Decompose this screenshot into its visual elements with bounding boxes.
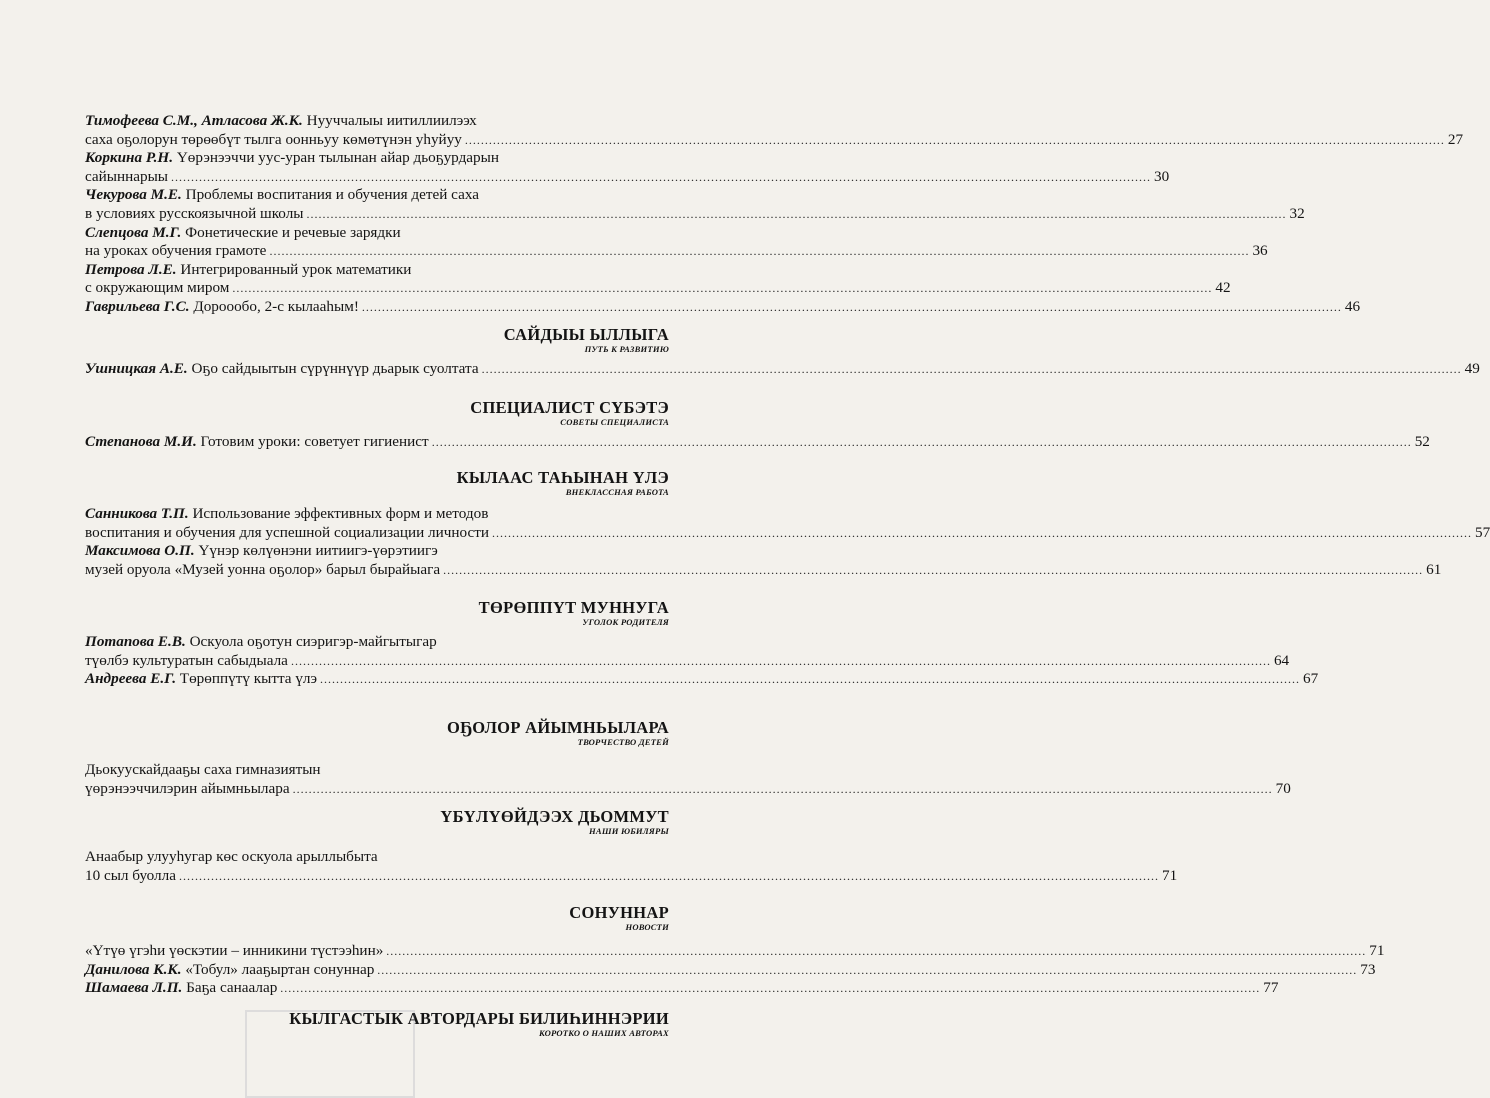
entry-author: Гаврильева Г.С.: [85, 297, 190, 315]
page-number: 46: [1344, 297, 1361, 315]
page-number: 71: [1369, 942, 1385, 959]
section-title: ОҔОЛОР АЙЫМНЬЫЛАРА: [446, 718, 669, 737]
section-subtitle: СОВЕТЫ СПЕЦИАЛИСТА: [560, 417, 669, 427]
entry-author: Санникова Т.П.: [85, 505, 189, 522]
entry-title: Үүнэр көлүөнэни иитиигэ-үөрэтиигэ: [198, 542, 438, 560]
dot-leader: [443, 561, 1423, 580]
entry-title: «Тобул» лааҕыртан сонуннар: [185, 960, 375, 978]
entry-title: Төрөппүтү кытта үлэ: [179, 670, 318, 688]
toc-section: [85, 468, 1490, 579]
dot-leader: [432, 433, 1412, 452]
toc-entry[interactable]: [85, 761, 1291, 798]
entry-title-cont: үөрэнээччилэрин айымньылара: [85, 779, 290, 797]
entry-title: Оҕо сайдыытын сүрүннүүр дьарык суолтата: [191, 360, 479, 377]
entry-title: «Үтүө үгэһи үөскэтии – инникини түстээһин»: [85, 942, 384, 959]
dot-leader: [386, 942, 1366, 961]
section-header: [85, 599, 669, 627]
section-subtitle: ВНЕКЛАССНАЯ РАБОТА: [565, 487, 669, 497]
entry-author: Слепцова М.Г.: [85, 223, 182, 241]
dot-leader: [269, 242, 1249, 261]
entry-title: Проблемы воспитания и обучения детей саха: [185, 186, 479, 204]
entry-title: Дьокуускайдааҕы саха гимназиятын: [85, 761, 321, 778]
section-title: КЫЛААС ТАҺЫНАН ҮЛЭ: [456, 468, 669, 487]
entry-title-cont: 10 сыл буолла: [85, 866, 176, 884]
toc-entry[interactable]: [85, 223, 1268, 261]
toc-entry[interactable]: [85, 360, 1480, 379]
entry-author: Андреева Е.Г.: [85, 670, 176, 688]
toc-entry[interactable]: [85, 433, 1430, 452]
page-number: 61: [1426, 560, 1442, 578]
entry-title: Использование эффективных форм и методов: [192, 505, 489, 522]
section-title: ҮБҮЛҮӨЙДЭЭХ ДЬОММУТ: [440, 807, 669, 826]
dot-leader: [482, 360, 1462, 379]
toc-section: [85, 112, 1464, 317]
toc-entry[interactable]: [85, 848, 1178, 885]
entry-title: Дороообо, 2-с кылааһым!: [193, 297, 359, 315]
toc-entry[interactable]: [85, 186, 1305, 223]
page-number: 32: [1289, 204, 1305, 222]
entry-author: Данилова К.К.: [85, 960, 182, 978]
page-number: 67: [1303, 670, 1319, 688]
dot-leader: [291, 652, 1271, 671]
toc-entry[interactable]: [85, 297, 1361, 317]
toc-section: [85, 598, 1319, 689]
entry-title: Үөрэнээччи уус-уран тылынан айар дьоҕурдарын: [176, 149, 499, 167]
entry-title-cont: сайыннарыы: [85, 167, 168, 185]
toc-section: [85, 718, 1291, 798]
toc-entry[interactable]: [85, 260, 1231, 298]
toc-entry[interactable]: [85, 542, 1442, 579]
page-number: 36: [1252, 242, 1268, 260]
entry-title: Нууччалыы иитиллиилээх: [306, 112, 477, 129]
section-title: САЙДЫЫ ЫЛЛЫГА: [503, 325, 669, 344]
toc-section: [85, 325, 1480, 379]
dot-leader: [293, 780, 1273, 799]
section-subtitle: ПУТЬ К РАЗВИТИЮ: [584, 344, 669, 354]
toc-entry[interactable]: [85, 942, 1385, 961]
entry-title: Фонетические и речевые зарядки: [185, 223, 401, 241]
dot-leader: [306, 205, 1286, 224]
section-header: [85, 469, 669, 497]
toc-entry[interactable]: [85, 112, 1464, 149]
page-number: 49: [1464, 360, 1480, 377]
section-header: [85, 399, 669, 427]
dot-leader: [377, 961, 1357, 980]
dot-leader: [179, 867, 1159, 886]
entry-title-cont: воспитания и обучения для успешной социализации личности: [85, 523, 489, 541]
section-header: [85, 808, 669, 836]
page-number: 77: [1263, 979, 1279, 997]
dot-leader: [465, 131, 1445, 150]
section-subtitle: УГОЛОК РОДИТЕЛЯ: [582, 617, 669, 627]
page-number: 52: [1414, 433, 1430, 450]
entry-author: Чекурова М.Е.: [85, 186, 182, 204]
section-header: [85, 719, 669, 747]
page-number: 42: [1215, 279, 1231, 297]
page-number: 70: [1275, 779, 1291, 797]
toc-entry[interactable]: [85, 633, 1290, 670]
toc-entry[interactable]: [85, 979, 1279, 998]
entry-author: Ушницкая А.Е.: [85, 360, 188, 377]
entry-title-cont: саха оҕолорун төрөөбүт тылга оонньуу көмөтүнэн уһуйуу: [85, 130, 462, 148]
entry-title-cont: с окружающим миром: [85, 279, 230, 297]
entry-title: Анаабыр улууһугар көс оскуола арыллыбыта: [85, 848, 378, 865]
entry-author: Максимова О.П.: [85, 542, 195, 560]
page-number: 57: [1475, 523, 1490, 541]
dot-leader: [232, 279, 1212, 298]
entry-author: Шамаева Л.П.: [85, 979, 183, 997]
entry-title-cont: в условиях русскоязычной школы: [85, 204, 304, 222]
page-number: 64: [1273, 651, 1290, 669]
section-title: КЫЛГАСТЫК АВТОРДАРЫ БИЛИҺИННЭРИИ: [289, 1009, 669, 1028]
dot-leader: [362, 298, 1342, 317]
entry-author: Коркина Р.Н.: [85, 149, 174, 167]
entry-author: Потапова Е.В.: [85, 633, 186, 650]
section-subtitle: НАШИ ЮБИЛЯРЫ: [589, 826, 669, 836]
entry-title: Баҕа санаалар: [186, 979, 278, 997]
entry-author: Тимофеева С.М., Атласова Ж.К.: [85, 112, 303, 129]
entry-title: Интегрированный урок математики: [180, 260, 412, 278]
section-subtitle: НОВОСТИ: [625, 922, 669, 932]
toc-section: [85, 398, 1430, 452]
entry-title-cont: музей оруола «Музей уонна оҕолор» барыл бырайыага: [85, 560, 441, 578]
dot-leader: [171, 168, 1151, 187]
page-number: 71: [1161, 866, 1178, 884]
page-number: 30: [1154, 167, 1170, 185]
page-number: 27: [1447, 130, 1464, 148]
section-title: СПЕЦИАЛИСТ СҮБЭТЭ: [470, 398, 669, 417]
entry-title: Оскуола оҕотун сиэригэр-майгытыгар: [189, 633, 437, 650]
toc-entry[interactable]: [85, 149, 1170, 186]
entry-author: Степанова М.И.: [85, 433, 197, 450]
toc-section: [85, 807, 1178, 885]
dot-leader: [320, 670, 1300, 689]
entry-author: Петрова Л.Е.: [85, 260, 177, 278]
toc-section: [85, 903, 1385, 998]
section-subtitle: КОРОТКО О НАШИХ АВТОРАХ: [538, 1028, 669, 1038]
entry-title: Готовим уроки: советует гигиенист: [200, 433, 429, 450]
section-title: СОНУННАР: [569, 903, 669, 922]
section-subtitle: ТВОРЧЕСТВО ДЕТЕЙ: [577, 737, 669, 747]
section-header: [85, 904, 669, 932]
entry-title-cont: на уроках обучения грамоте: [85, 242, 267, 260]
section-title: ТӨРӨППҮТ МУННУГА: [478, 598, 669, 617]
section-header: [85, 326, 669, 354]
toc-entry[interactable]: [85, 505, 1490, 542]
toc-entry[interactable]: [85, 960, 1376, 980]
library-stamp-watermark: [245, 1010, 415, 1098]
entry-title-cont: түөлбэ культуратын сабыдыала: [85, 651, 288, 669]
dot-leader: [280, 979, 1260, 998]
page-number: 73: [1360, 960, 1376, 978]
toc-entry[interactable]: [85, 670, 1319, 689]
dot-leader: [492, 524, 1472, 543]
